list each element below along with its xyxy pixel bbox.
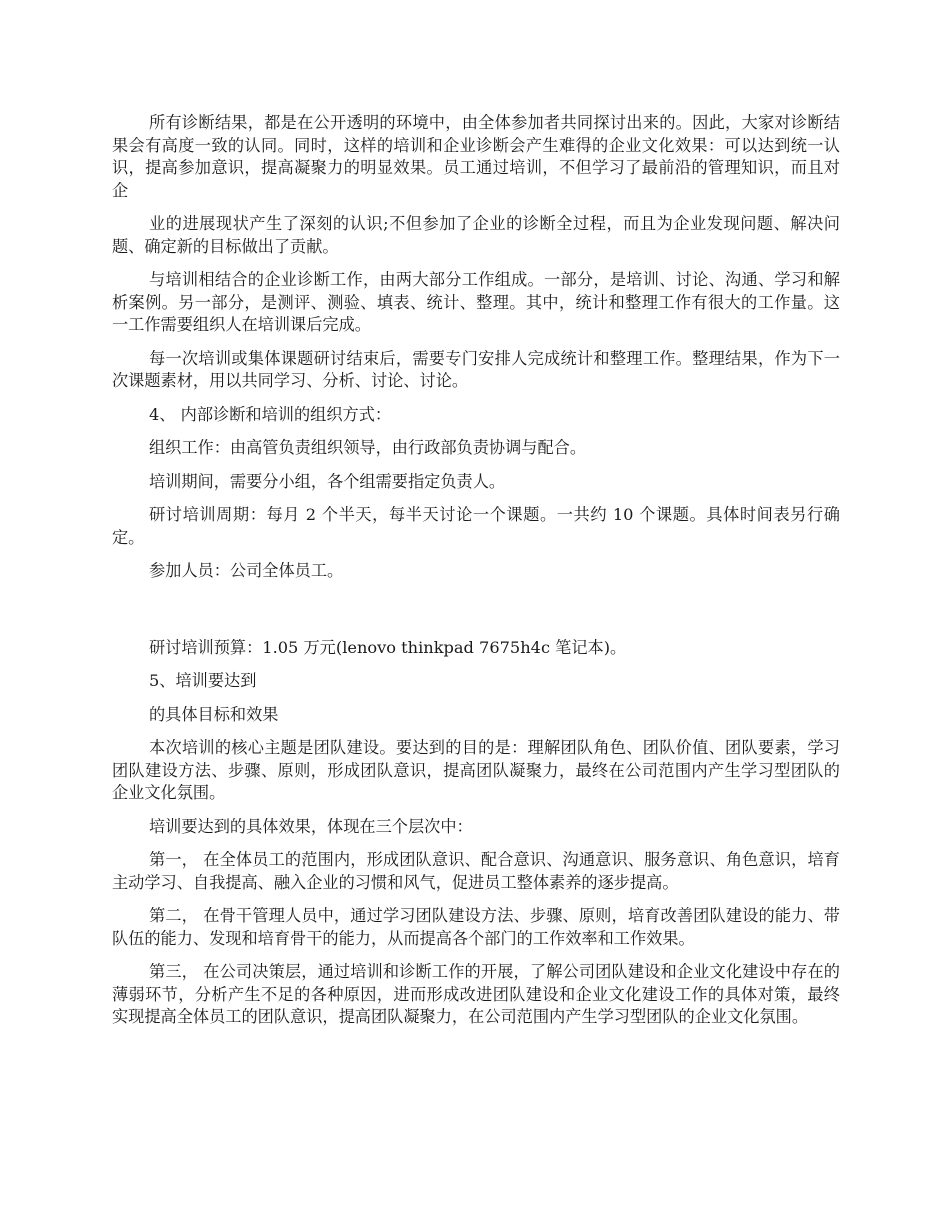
blank-gap (112, 594, 840, 637)
section-heading-4: 4、 内部诊断和培训的组织方式： (149, 404, 392, 424)
paragraph-core-theme: 本次培训的核心主题是团队建设。要达到的目的是：理解团队角色、团队价值、团队要素，学习团队建设方法、步骤、原则，形成团队意识，提高团队凝聚力，最终在公司范围内产生学习型团队的企业文化氛围。 (112, 738, 840, 802)
paragraph-budget: 研讨培训预算：1.05 万元(lenovo thinkpad 7675h4c 笔记本)。 (149, 637, 627, 657)
paragraph-two-parts: 与培训相结合的企业诊断工作，由两大部分工作组成。一部分，是培训、讨论、沟通、学习和解析案例。另一部分，是测评、测验、填表、统计、整理。其中，统计和整理工作有很大的工作量。这一工作需要组织人在培训课后完成。 (112, 270, 840, 334)
paragraph-participants: 参加人员：公司全体员工。 (149, 561, 344, 580)
paragraph-third-level: 第三， 在公司决策层，通过培训和诊断工作的开展，了解公司团队建设和企业文化建设中存在的薄弱环节，分析产生不足的各种原因，进而形成改进团队建设和企业文化建设工作的具体对策，最终实现提高全体员工的团队意识，提高团队凝聚力，在公司范围内产生学习型团队的企业文化氛围。 (112, 962, 840, 1026)
paragraph-three-levels: 培训要达到的具体效果，体现在三个层次中： (149, 816, 473, 836)
paragraph-first-level: 第一， 在全体员工的范围内，形成团队意识、配合意识、沟通意识、服务意识、角色意识，培育主动学习、自我提高、融入企业的习惯和风气，促进员工整体素养的逐步提高。 (112, 850, 840, 892)
paragraph-second-level: 第二， 在骨干管理人员中，通过学习团队建设方法、步骤、原则，培育改善团队建设的能力、带队伍的能力、发现和培育骨干的能力，从而提高各个部门的工作效率和工作效果。 (112, 906, 840, 948)
paragraph-progress-awareness: 业的进展现状产生了深刻的认识;不但参加了企业的诊断全过程，而且为企业发现问题、解决问题、确定新的目标做出了贡献。 (112, 214, 840, 256)
paragraph-organization: 组织工作：由高管负责组织领导，由行政部负责协调与配合。 (149, 438, 587, 457)
section-heading-5-continued: 的具体目标和效果 (149, 704, 279, 724)
paragraph-training-cycle: 研讨培训周期：每月 2 个半天，每半天讨论一个课题。一共约 10 个课题。具体时间表另行确定。 (112, 505, 840, 547)
section-heading-5: 5、培训要达到 (149, 671, 257, 690)
paragraph-diagnosis-results: 所有诊断结果，都是在公开透明的环境中，由全体参加者共同探讨出来的。因此，大家对诊断结果会有高度一致的认同。同时，这样的培训和企业诊断会产生难得的企业文化效果：可以达到统一认识，提高参加意识，提高凝聚力的明显效果。员工通过培训，不但学习了最前沿的管理知识，而且对企 (112, 113, 840, 200)
document-page (112, 112, 840, 1040)
paragraph-statistics-work: 每一次培训或集体课题研讨结束后，需要专门安排人完成统计和整理工作。整理结果，作为下一次课题素材，用以共同学习、分析、讨论、讨论。 (112, 348, 840, 390)
paragraph-groups: 培训期间，需要分小组，各个组需要指定负责人。 (149, 471, 506, 491)
